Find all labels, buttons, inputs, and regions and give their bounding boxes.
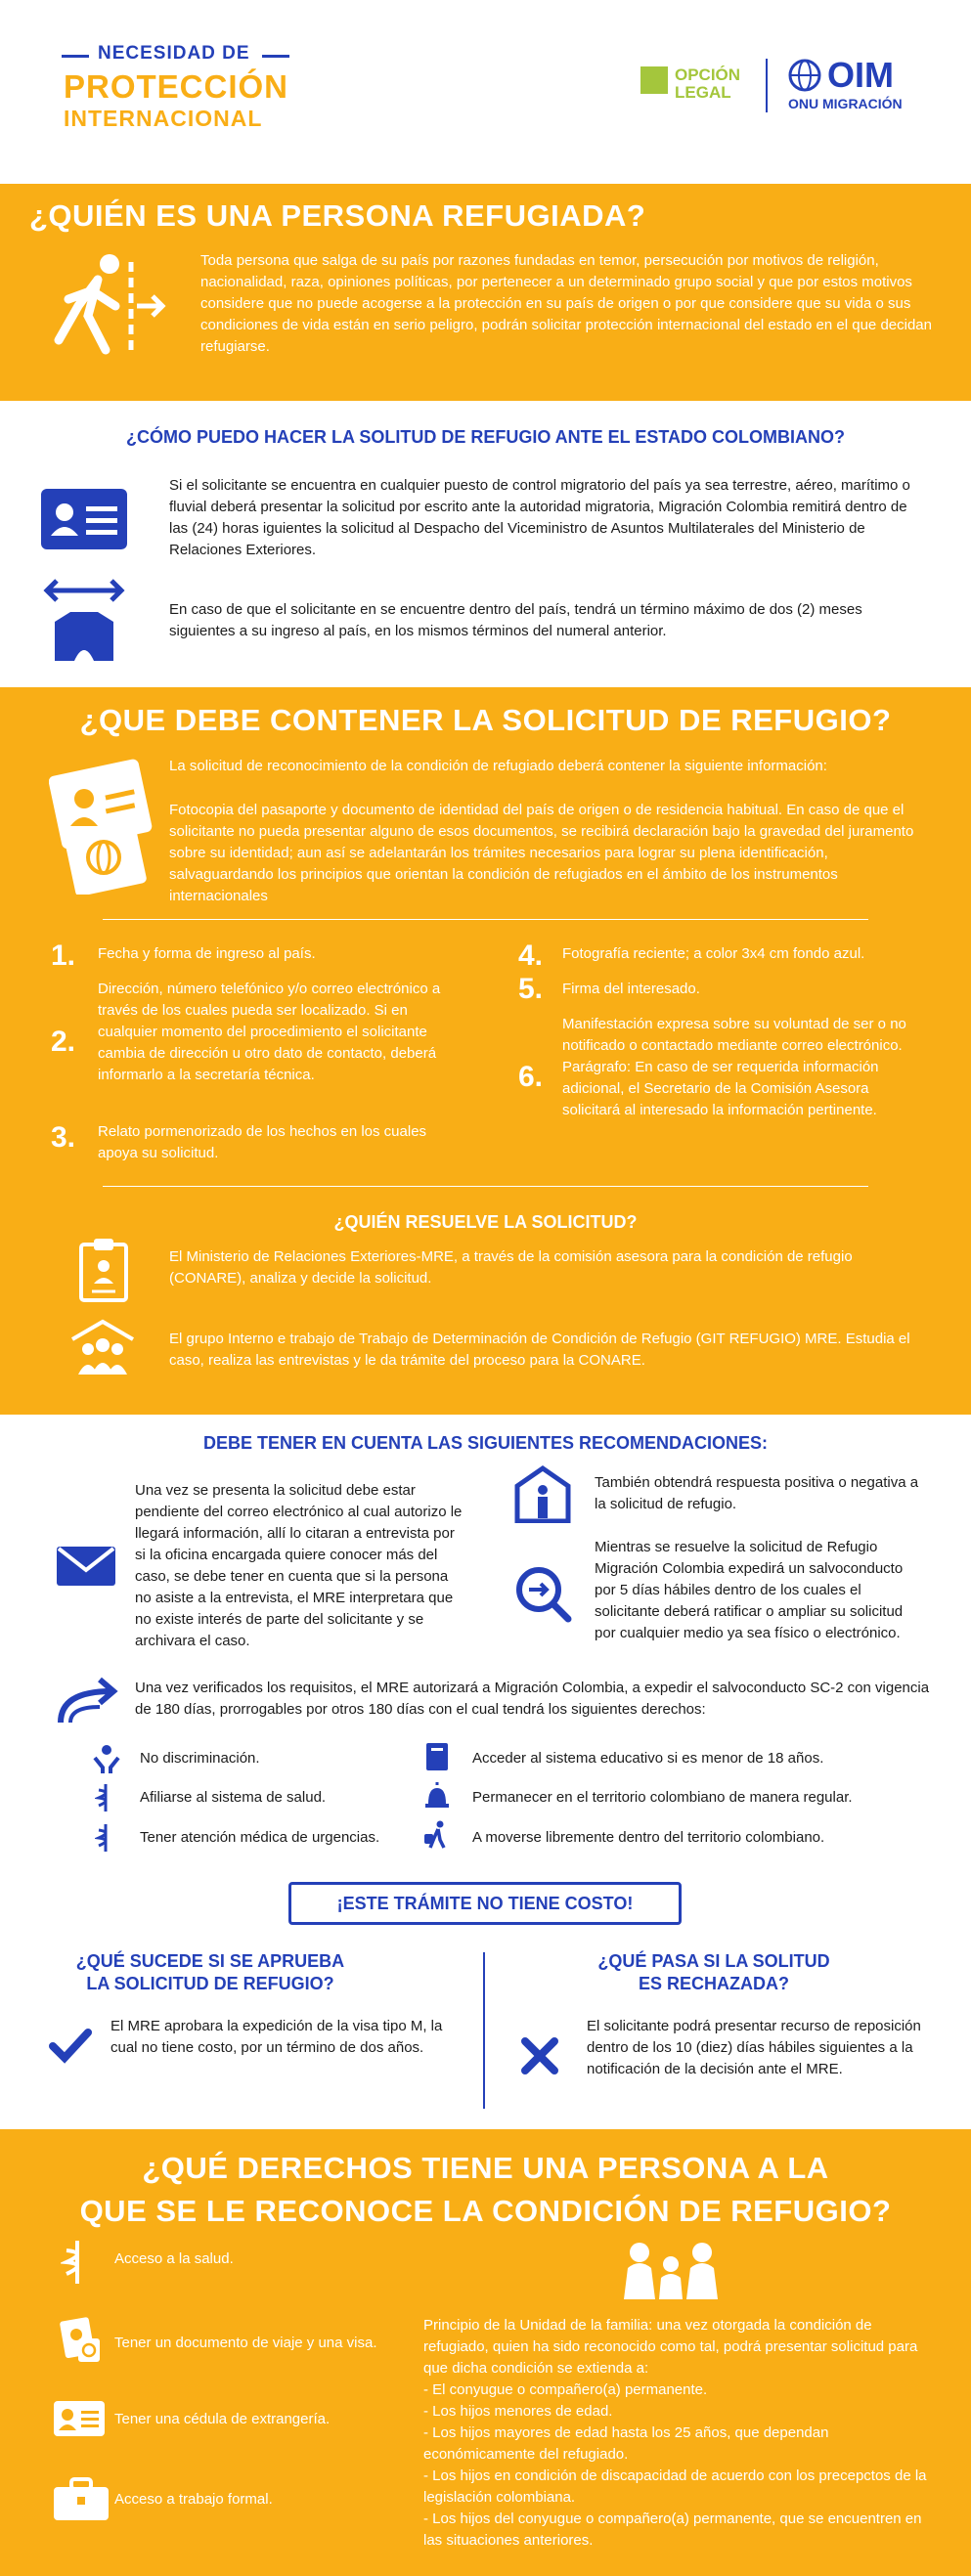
item-number-3: 3.: [51, 1121, 76, 1154]
recom-right1: También obtendrá respuesta positiva o negativa a la solicitud de refugio.: [595, 1474, 919, 1512]
item-text-5: Firma del interesado.: [562, 981, 700, 997]
passport-visa-icon: [59, 2315, 104, 2364]
derechos-title-line1: ¿QUÉ DERECHOS TIENE UNA PERSONA A LA: [142, 2151, 829, 2185]
refugiado-text: Toda persona que salga de su país por razones fundadas en temor, persecución por motivos de religión, nacionalidad, raza, opiniones políticas, por pertenecer a un determinado grupo social y que por estos motivos considere que no puede acogerse a la protección en su país de origen o por que considere que su vida o sus condiciones de vida están en serio peligro, podrán solicitar protección internacional del estado en el que decidan refugiarse.: [200, 252, 932, 355]
resuelve-p1: El Ministerio de Relaciones Exteriores-MRE, a través de la comisión asesora para la condición de refugio (CONARE), analiza y decide la solicitud.: [169, 1248, 853, 1287]
walking-luggage-icon: [422, 1820, 452, 1850]
contener-text: Fotocopia del pasaporte y documento de identidad del país de origen o de residencia habitual. En caso de que el solicitante no pueda presentar alguno de esos documentos, se recibirá declaración bajo la gravedad del juramento sobre su identidad; aun así se adelantarán los trámites necesarios para lograr su plena identificación, salvaguardando los principios que orientan la condición de refugiados en el ámbito de los instrumentos internacionales: [169, 802, 914, 904]
header-title: PROTECCIÓN: [64, 68, 289, 105]
derecho-1: Acceso a la salud.: [114, 2250, 234, 2267]
solicitud-title: ¿CÓMO PUEDO HACER LA SOLITUD DE REFUGIO ANTE EL ESTADO COLOMBIANO?: [125, 427, 845, 447]
contener-title: ¿QUE DEBE CONTENER LA SOLICITUD DE REFUGIO?: [79, 703, 892, 737]
opcion-legal-word2: LEGAL: [675, 83, 731, 102]
family-icon: [622, 2239, 720, 2301]
group-house-icon: [68, 1318, 137, 1376]
contener-intro: La solicitud de reconocimiento de la condición de refugiado deberá contener la siguiente información:: [169, 758, 827, 774]
aprueba-title-line1: ¿QUÉ SUCEDE SI SE APRUEBA: [75, 1951, 345, 1971]
refugiado-title: ¿QUIÉN ES UNA PERSONA REFUGIADA?: [29, 198, 646, 233]
refugiado-section: [0, 184, 971, 401]
opcion-legal-word1: OPCIÓN: [675, 65, 741, 84]
oim-logo-text: OIM: [827, 55, 894, 95]
familia-item: - Los hijos del conyugue o compañero(a) permanente, que se encuentren en las situaciones anteriores.: [423, 2511, 922, 2549]
oim-logo-sub: ONU MIGRACIÓN: [788, 96, 903, 111]
right-left-1: No discriminación.: [140, 1750, 260, 1767]
derecho-2: Tener un documento de viaje y una visa.: [114, 2335, 377, 2351]
cross-icon: [520, 2036, 559, 2075]
derecho-3: Tener una cédula de extrangería.: [114, 2411, 331, 2427]
resuelve-title: ¿QUIÉN RESUELVE LA SOLICITUD?: [333, 1212, 638, 1232]
recom-left-text: Una vez se presenta la solicitud debe estar pendiente del correo electrónico al cual autorizo le llegará información, allí lo citaran a entrevista por si la oficina encargada quiere conocer más del caso, se debe tener en cuenta que si la persona no asiste a la entrevista, el MRE interpretara que no existe interés de parte del solicitante y se archivara el caso.: [135, 1482, 463, 1649]
forward-arrow-icon: [57, 1674, 125, 1725]
health-caduceus-icon: [95, 1822, 116, 1852]
opcion-legal-logo-mark: [640, 66, 668, 94]
right-left-3: Tener atención médica de urgencias.: [140, 1829, 380, 1846]
rechaza-text: El solicitante podrá presentar recurso de reposición dentro de los 10 (diez) días hábiles siguientes a la notificación de la decisión ante el MRE.: [587, 2018, 921, 2077]
derechos-title: [0, 2147, 971, 2233]
country-entry-icon: [41, 579, 127, 661]
header-line1: NECESIDAD DE: [98, 43, 250, 64]
familia-text: Principio de la Unidad de la familia: una vez otorgada la condición de refugiado, quien ha sido reconocido como tal, podrá presentar solicitud para que dicha condición se extienda a:: [423, 2317, 918, 2377]
fleeing-person-icon: [29, 252, 166, 360]
derechos-title-line2: QUE SE LE RECONOCE LA CONDICIÓN DE REFUGIO?: [79, 2194, 892, 2228]
aprueba-text: El MRE aprobara la expedición de la visa tipo M, la cual no tiene costo, por un término de dos años.: [110, 2018, 443, 2056]
item-number-6: 6.: [518, 1061, 544, 1093]
right-right-1: Acceder al sistema educativo si es menor de 18 años.: [472, 1750, 824, 1767]
recom-wide-text: Una vez verificados los requisitos, el MRE autorizará a Migración Colombia, a expedir el salvoconducto SC-2 con vigencia de 180 días, prorrogables por otros 180 días con el cual tendrá los siguientes derechos:: [135, 1680, 930, 1718]
health-caduceus-icon: [61, 2239, 94, 2284]
id-card-icon: [41, 489, 127, 549]
id-card-icon: [54, 2401, 105, 2436]
item-text-3: Relato pormenorizado de los hechos en los cuales apoya su solicitud.: [98, 1123, 427, 1161]
item-number-1: 1.: [51, 939, 76, 972]
equality-hands-icon: [93, 1744, 120, 1773]
alarm-bell-icon: [422, 1780, 452, 1810]
book-icon: [425, 1742, 449, 1771]
header-line-left: [62, 55, 89, 58]
familia-item: - Los hijos menores de edad.: [423, 2403, 613, 2420]
search-icon: [513, 1564, 572, 1623]
solicitud-p2: En caso de que el solicitante en se encuentre dentro del país, tendrá un término máximo de dos (2) meses siguientes a su ingreso al país, en los mismos términos del numeral anterior.: [169, 601, 862, 639]
derecho-4: Acceso a trabajo formal.: [114, 2491, 273, 2508]
passport-documents-icon: [49, 758, 166, 895]
right-right-2: Permanecer en el territorio colombiano de manera regular.: [472, 1789, 853, 1806]
item-text-1: Fecha y forma de ingreso al país.: [98, 945, 316, 962]
rechaza-title-line2: ES RECHAZADA?: [638, 1974, 789, 1993]
right-right-3: A moverse libremente dentro del territorio colombiano.: [472, 1829, 825, 1846]
header-subtitle: INTERNACIONAL: [64, 106, 263, 131]
recom-right2: Mientras se resuelve la solicitud de Refugio Migración Colombia expedirá un salvoconducto por 5 días hábiles dentro de los cuales el solicitante deberá ratificar o ampliar su solicitud por cualquier medio ya sea físico o electrónico.: [595, 1539, 904, 1641]
envelope-icon: [57, 1547, 115, 1586]
item-text-2: Dirección, número telefónico y/o correo electrónico a través de los cuales pueda ser localizado. Si en cualquier momento del procedimiento el solicitante cambia de dirección u otro dato de contacto, deberá informarlo a la secretaría técnica.: [98, 981, 441, 1083]
familia-item: - Los hijos en condición de discapacidad de acuerdo con los precepctos de la legislación colombiana.: [423, 2467, 927, 2506]
divider: [103, 1186, 868, 1187]
aprueba-title: [64, 1950, 357, 1995]
opcion-legal-logo: [675, 66, 740, 102]
item-number-2: 2.: [51, 1026, 76, 1058]
right-left-2: Afiliarse al sistema de salud.: [140, 1789, 327, 1806]
checkmark-icon: [49, 2029, 92, 2064]
contener-section: [0, 687, 971, 1415]
rechaza-title: [567, 1950, 861, 1995]
recomendaciones-title: DEBE TENER EN CUENTA LAS SIGUIENTES RECOMENDACIONES:: [202, 1433, 769, 1453]
clipboard-icon: [78, 1237, 129, 1303]
briefcase-icon: [54, 2477, 109, 2520]
oim-globe-icon: [788, 59, 821, 92]
item-number-4: 4.: [518, 939, 544, 972]
health-caduceus-icon: [95, 1782, 116, 1812]
column-divider: [483, 1952, 485, 2109]
item-number-5: 5.: [518, 973, 544, 1005]
resuelve-p2: El grupo Interno e trabajo de Trabajo de Determinación de Condición de Refugio (GIT REFUGIO) MRE. Estudia el caso, realiza las entrevistas y le da trámite del proceso para la CONARE.: [169, 1331, 910, 1369]
item-text-6: Manifestación expresa sobre su voluntad de ser o no notificado o contactado mediante correo electrónico. Parágrafo: En caso de ser requerida información adicional, el Secretario de la Comisión Asesora solicitará al interesado la información pertinente.: [562, 1016, 906, 1118]
header-line-right: [262, 55, 289, 58]
familia-list: [423, 2380, 932, 2552]
derechos-section: [0, 2129, 971, 2576]
no-cost-badge: ¡ESTE TRÁMITE NO TIENE COSTO!: [288, 1882, 682, 1925]
familia-item: - Los hijos mayores de edad hasta los 25 años, que dependan económicamente del refugiado.: [423, 2424, 829, 2463]
logo-divider: [766, 59, 768, 112]
solicitud-p1: Si el solicitante se encuentra en cualquier puesto de control migratorio del país ya sea terrestre, aéreo, marítimo o fluvial deberá presentar la solicitud por escrito ante la autoridad migratoria, Migración Colombia remitirá dentro de las (24) horas iguientes la solicitud al Despacho del Viceministro de Asuntos Multilaterales del Ministerio de Relaciones Exteriores.: [169, 477, 910, 558]
familia-item: - El conyugue o compañero(a) permanente.: [423, 2381, 708, 2398]
aprueba-title-line2: LA SOLICITUD DE REFUGIO?: [86, 1974, 334, 1993]
person-door-icon: [513, 1464, 572, 1523]
rechaza-title-line1: ¿QUÉ PASA SI LA SOLITUD: [597, 1951, 830, 1971]
divider: [103, 919, 868, 920]
item-text-4: Fotografía reciente; a color 3x4 cm fondo azul.: [562, 945, 865, 962]
